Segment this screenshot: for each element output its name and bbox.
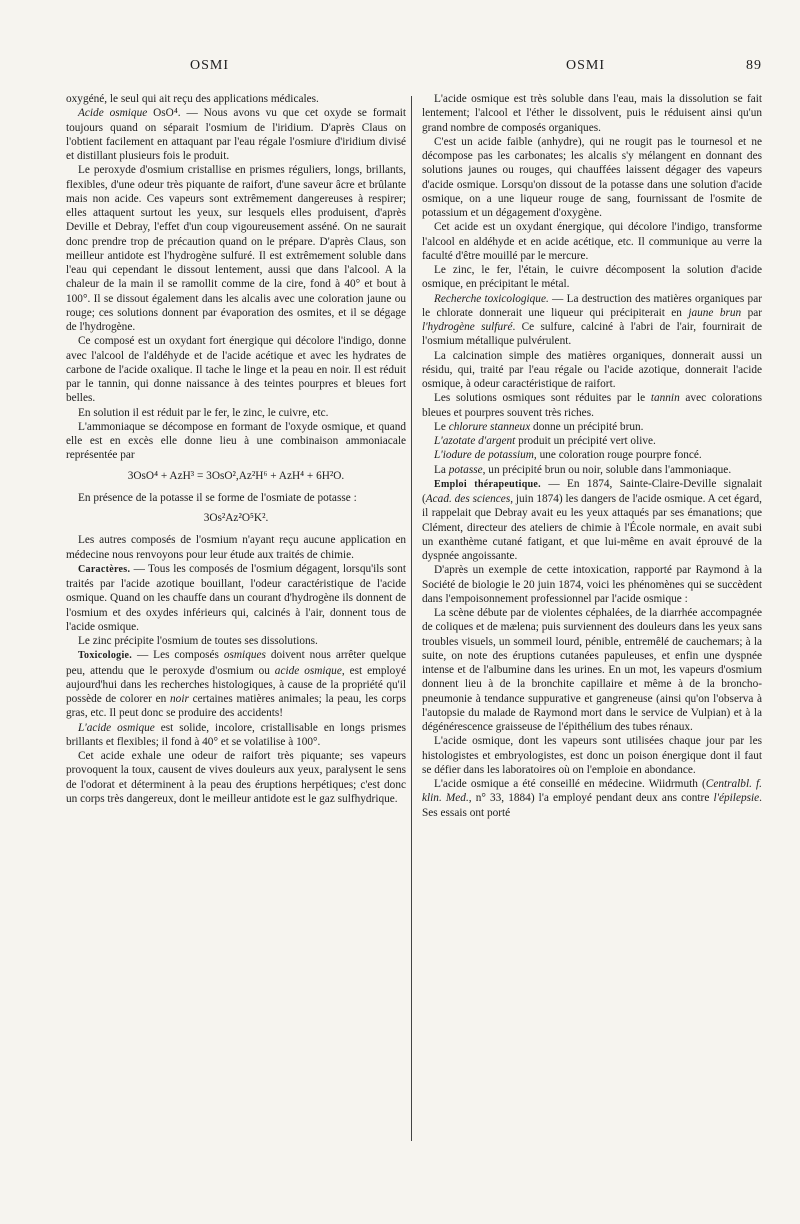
text-run: . Ce sulfure, calciné à l'abri de l'air, fournirait de l'osmium métallique pulvérulent. <box>422 321 762 348</box>
section-title-emploi: Emploi thérapeutique. <box>434 478 541 490</box>
text-run: , un précipité brun ou noir, soluble dans l'ammoniaque. <box>482 463 732 476</box>
paragraph-text: — Nous avons vu que cet oxyde se formait toujours quand on séparait l'osmium de l'iridium. D'après Claus on l'obtient facilement en attaquant par l'eau régale l'osmiure d'iridium divisé et distillant plusieurs fois le produit. <box>66 107 406 162</box>
paragraph: L'acide osmique, dont les vapeurs sont utilisées chaque jour par les histologistes et embryologistes, est donc un poison énergique dont il faut se défier dans les laboratoires où on l'emploie en abondance. <box>422 735 762 776</box>
italic-term: L'azotate d'argent <box>434 435 516 447</box>
section-title-acide-osmique: Acide osmique <box>78 107 148 120</box>
text-run: — Les composés <box>132 649 224 662</box>
text-run: par <box>741 306 763 319</box>
text-run: — La destruction des matières organiques par le chlorate donnerait une liqueur qui précipiterait en <box>422 292 762 319</box>
paragraph-text: — Tous les composés de l'osmium dégagent, lorsqu'ils sont traités par l'acide azotique bouillant, l'odeur caractéristique de l'acide osmique. Quand on les chauffe dans un courant d'hydrogène ils donnent de l'osmium et des oxydes inférieurs qui, calcinés à l'air, donnent tous de l'acide osmique. <box>66 562 406 633</box>
italic-term: chlorure stanneux <box>448 420 531 433</box>
paragraph: En solution il est réduit par le fer, le zinc, le cuivre, etc. <box>78 406 329 419</box>
paragraph <box>422 434 762 448</box>
running-header <box>66 58 762 80</box>
text-run: avec colorations bleues et pourpres souvent très riches. <box>422 392 762 419</box>
text-run: doivent nous arrêter quelque peu, attendu que le peroxyde d'osmium ou <box>66 649 406 677</box>
italic-term: noir <box>170 693 189 705</box>
paragraph: Cet acide est un oxydant énergique, qui décolore l'indigo, transforme l'alcool en aldéhyde et en acide acétique, etc. Il communique au verre la faculté d'être mouillé par le mercure. <box>422 221 762 262</box>
paragraph: D'après un exemple de cette intoxication, rapporté par Raymond à la Société de biologie le 20 juin 1874, voici les phénomènes qui se succèdent dans l'empoisonnement professionnel par l'acide osmique : <box>422 564 762 605</box>
paragraph: Le zinc précipite l'osmium de toutes ses dissolutions. <box>78 635 318 647</box>
paragraph: oxygéné, le seul qui ait reçu des applications médicales. <box>66 93 319 105</box>
paragraph-caracteres <box>66 562 406 634</box>
paragraph: Les autres composés de l'osmium n'ayant reçu aucune application en médecine nous renvoyons pour leur étude aux traités de chimie. <box>66 534 406 561</box>
paragraph <box>422 777 762 820</box>
text-run: certaines matières animales; la peau, les corps gras, etc. Il peut donc se produire des accidents! <box>66 693 406 720</box>
paragraph <box>422 448 762 462</box>
chemical-formula: OsO⁴. <box>153 107 181 120</box>
section-title-caracteres: Caractères. <box>78 563 131 575</box>
italic-term: jaune brun <box>688 306 742 319</box>
text-run: Les solutions osmiques sont réduites par le <box>434 392 651 405</box>
paragraph: L'ammoniaque se décompose en formant de l'oxyde osmique, et quand elle est en excès elle donne lieu à une combinaison ammoniacale représentée par <box>66 420 406 462</box>
italic-term: Centralbl. f. klin. Med. <box>422 778 762 805</box>
italic-term: L'acide osmique <box>78 721 155 734</box>
paragraph: C'est un acide faible (anhydre), qui ne rougit pas le tournesol et ne décompose pas les carbonates; les alcalis s'y mélangent en donnant des solutions jaunes ou rouges, qui chauffées laissent dégager des vapeurs d'acide osmique. Lorsqu'on dissout de la potasse dans une solution d'acide osmique, on a une liqueur rouge de sang, fournissant de l'osmite de potassium et un dégagement d'oxygène. <box>422 135 762 219</box>
section-title-toxicologie: Toxicologie. <box>78 650 133 662</box>
text-run: , est employé aujourd'hui dans les recherches histologiques, à cause de la propriété qu'il possède de colorer en <box>66 664 406 705</box>
text-run: . Ses essais ont porté <box>422 792 762 819</box>
osmiate-formula: 3Os²Az²O⁵K². <box>203 512 269 524</box>
paragraph-toxicologie <box>66 648 406 720</box>
italic-term: acide osmique <box>274 664 342 677</box>
text-run: Le <box>434 420 449 433</box>
italic-term: potasse <box>448 463 483 476</box>
paragraph <box>422 391 762 420</box>
paragraph-recherche <box>422 292 762 349</box>
paragraph: La scène débute par de violentes céphalées, de la diarrhée accompagnée de coliques et de mælena; puis surviennent des douleurs dans les yeux sans troubles visuels, un sommeil lourd, pénible, entremêlé de cauchemars; à la suite, on note des éruptions cutanées papuleuses, et enfin une dyspnée intense et de l'albumine dans les urines. En un mot, les vapeurs d'osmium donnent lieu à de la bronchite capillaire et même à de la broncho-pneumonie à tendance suppurative et gangreneuse (ainsi qu'on l'observa à l'autopsie du malade de Raymond mort dans le service de Vulpian) et à la dégénérescence graisseuse de l'épithélium des tubes rénaux. <box>422 607 762 733</box>
paragraph: Cet acide exhale une odeur de raifort très piquante; ses vapeurs provoquent la toux, causent de vives douleurs aux yeux, paralysent le sens de l'odorat et déterminent à la peau des éruptions herpétiques; c'est donc un corps très dangereux, dont le meilleur antidote est le gaz sulfhydrique. <box>66 750 406 805</box>
text-run: donne un précipité brun. <box>530 420 644 433</box>
italic-term: l'épilepsie <box>713 792 760 805</box>
page-number: 89 <box>746 58 762 73</box>
paragraph: Le zinc, le fer, l'étain, le cuivre décomposent la solution d'acide osmique, en précipitant le métal. <box>422 264 762 291</box>
section-title-recherche: Recherche toxicologique. <box>434 292 549 305</box>
italic-term: l'hydrogène sulfuré <box>422 321 513 333</box>
reaction-equation: 3OsO⁴ + AzH³ = 3OsO²,Az²H⁶ + AzH⁴ + 6H²O. <box>127 469 345 482</box>
paragraph-emploi <box>422 477 762 564</box>
text-run: — En 1874, Sainte-Claire-Deville signalait ( <box>422 477 762 505</box>
text-run: est solide, incolore, cristallisable en longs prismes brillants et flexibles; il fond à 40° et se volatilise à 100°. <box>66 721 407 748</box>
paragraph <box>66 721 406 750</box>
text-run: La <box>434 463 449 476</box>
paragraph <box>422 463 762 477</box>
left-running-title: OSMI <box>190 58 230 73</box>
text-run: L'acide osmique a été conseillé en médecine. Wiidrmuth ( <box>434 778 706 790</box>
right-column <box>422 92 762 820</box>
paragraph <box>422 420 762 434</box>
paragraph: La calcination simple des matières organiques, donnerait aussi un résidu, qui, traité par l'eau régale ou l'acide azotique, donnerait l'acide osmique, à odeur caractéristique de raifort. <box>422 349 762 390</box>
text-run: produit un précipité vert olive. <box>515 435 656 447</box>
left-column <box>66 92 406 806</box>
paragraph: Le peroxyde d'osmium cristallise en prismes réguliers, longs, brillants, flexibles, d'une odeur très piquante de raifort, d'une saveur âcre et brûlante mais non acide. Ces vapeurs sont extrêmement dangereuses à respirer; elles attaquent surtout les yeux, sur lesquels elles produisent, d'après Deville et Debray, l'effet d'un coup vigoureusement asséné. On ne saurait donc prendre trop de précaution quand on le prépare. D'après Claus, son meilleur antidote est l'hydrogène sulfuré. Il est extrêmement soluble dans l'eau qui cependant le dissout lentement, aussi que dans l'alcool. A la chaleur de la main il se ramollit comme de la cire, fond à 40° et bout à 100°. Il se dissout également dans les alcalis avec une coloration jaune ou rouge; ces solutions donnent par évaporation des osmites, et il se dégage de l'hydrogène. <box>66 164 406 333</box>
italic-term: L'iodure de potassium <box>434 449 534 462</box>
paragraph: En présence de la potasse il se forme de l'osmiate de potasse : <box>78 491 357 504</box>
italic-term: osmiques <box>223 649 266 662</box>
paragraph-acide-osmique <box>66 106 406 163</box>
text-run: , juin 1874) les dangers de l'acide osmique. A cet égard, il rappelait que Debray avait eu les yeux attaqués par ses émanations; que Clément, directeur des ateliers de chimie à l'École normale, en avait subi un exanthème cutané fatigant, et que lui-même en avait éprouvé de la dyspnée angoissante. <box>422 493 762 562</box>
paragraph: Ce composé est un oxydant fort énergique qui décolore l'indigo, donne avec l'alcool de l'aldéhyde et de l'acide acétique et avec les hydrates de carbone de l'acide oxalique. Il tache le linge et la peau en noir. Il est réduit par le tannin, qui donne naissance à des teintes pourpres et bleues fort belles. <box>66 335 406 405</box>
italic-term: Acad. des sciences <box>425 493 511 505</box>
right-running-title: OSMI <box>566 58 606 73</box>
text-run: , une coloration rouge pourpre foncé. <box>533 449 702 462</box>
text-run: , n° 33, 1884) l'a employé pendant deux ans contre <box>468 792 714 805</box>
column-divider <box>411 96 412 1141</box>
italic-term: tannin <box>650 392 680 405</box>
paragraph: L'acide osmique est très soluble dans l'eau, mais la dissolution se fait lentement; l'alcool et l'éther le dissolvent, puis le réduisent ainsi qu'un grand nombre de composés organiques. <box>422 93 762 134</box>
